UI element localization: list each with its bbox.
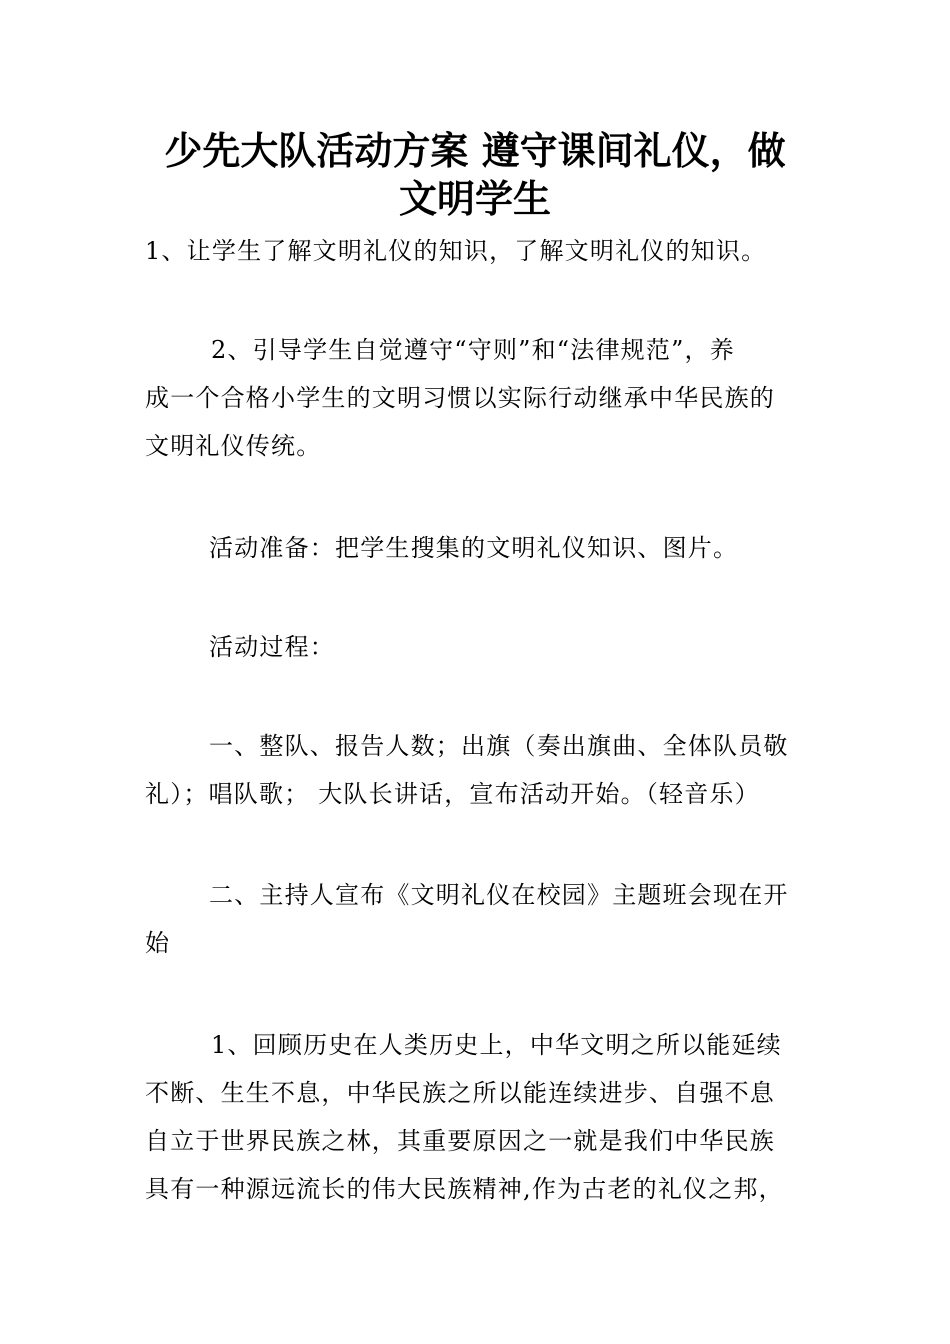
paragraph-process-heading: [145, 623, 810, 671]
paragraph-line: 一、整队、报告人数；出旗（奏出旗曲、全体队员敬: [209, 732, 789, 760]
paragraph-line: 具有一种源远流长的伟大民族精神,作为古老的礼仪之邦，: [145, 1175, 784, 1203]
paragraph-objective-1: [145, 227, 810, 275]
document-title-line-1: 少先大队活动方案 遵守课间礼仪，做: [164, 129, 786, 173]
paragraph-line: 1、回顾历史在人类历史上，中华文明之所以能延续: [211, 1031, 782, 1059]
paragraph-history: [145, 1021, 810, 1213]
paragraph-line: 文明礼仪传统。: [145, 432, 322, 460]
paragraph-line: 活动过程：: [209, 633, 335, 661]
document-title-line-2: 文明学生: [398, 177, 551, 221]
paragraph-step-1: [145, 722, 810, 818]
paragraph-line: 二、主持人宣布《文明礼仪在校园》主题班会现在开: [209, 881, 789, 909]
paragraph-line: 自立于世界民族之林，其重要原因之一就是我们中华民族: [145, 1127, 775, 1155]
paragraph-step-2: [145, 871, 810, 967]
paragraph-line: 始: [145, 929, 171, 957]
paragraph-line: 不断、生生不息，中华民族之所以能连续进步、自强不息: [145, 1079, 775, 1107]
paragraph-line: 活动准备：把学生搜集的文明礼仪知识、图片。: [209, 534, 739, 562]
paragraph-preparation: [145, 524, 810, 572]
paragraph-line: 成一个合格小学生的文明习惯以实际行动继承中华民族的: [145, 384, 775, 412]
paragraph-objective-2: [145, 326, 810, 470]
paragraph-line: 1、让学生了解文明礼仪的知识，了解文明礼仪的知识。: [145, 237, 767, 265]
paragraph-line: 礼）；唱队歌； 大队长讲话，宣布活动开始。（轻音乐）: [145, 780, 760, 808]
paragraph-line: 2、引导学生自觉遵守“守则”和“法律规范”，养: [211, 336, 735, 364]
